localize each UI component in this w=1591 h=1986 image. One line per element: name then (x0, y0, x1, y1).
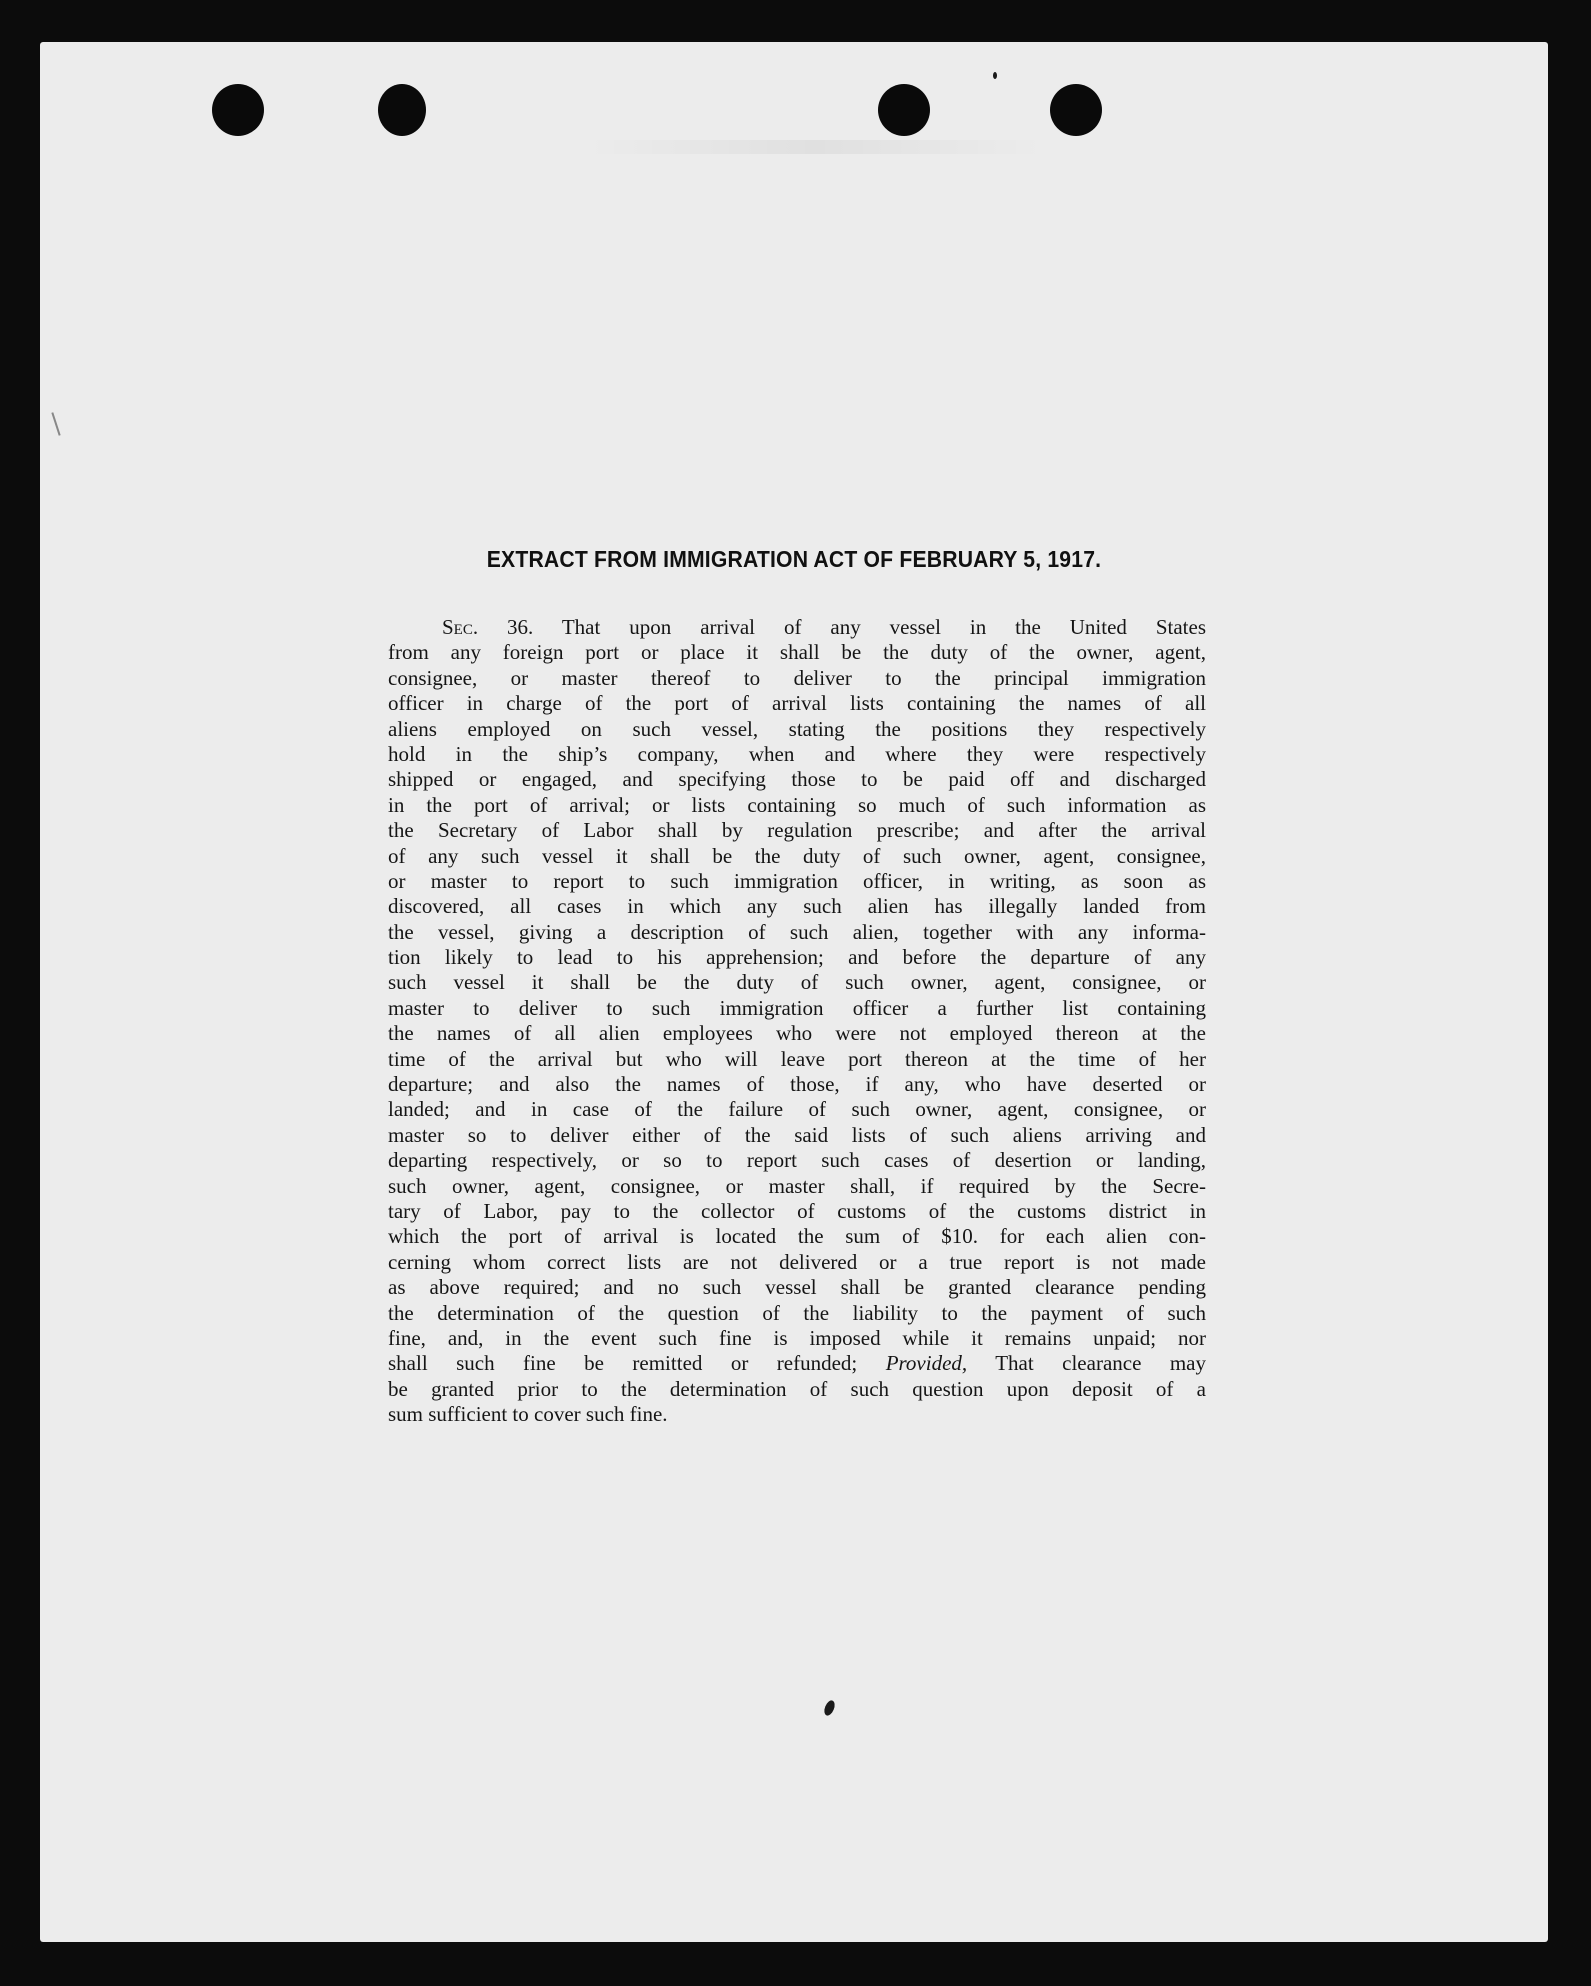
body-line: time of the arrival but who will leave port thereon at the time of her (388, 1046, 1206, 1071)
body-line: of any such vessel it shall be the duty of such owner, agent, consignee, (388, 843, 1206, 868)
body-line: as above required; and no such vessel shall be granted clearance pending (388, 1275, 1206, 1300)
body-line: hold in the ship’s company, when and where they were respectively (388, 741, 1206, 766)
body-line: fine, and, in the event such fine is imposed while it remains unpaid; nor (388, 1325, 1206, 1350)
bleed-through-mark (585, 140, 1045, 154)
body-line: master to deliver to such immigration officer a further list containing (388, 995, 1206, 1020)
body-line: shall such fine be remitted or refunded; Provided, That clearance may (388, 1351, 1207, 1376)
section-label: Sec. (442, 615, 479, 639)
body-line: tion likely to lead to his apprehension; and before the departure of any (388, 945, 1206, 970)
punch-hole (212, 84, 264, 136)
body-line: cerning whom correct lists are not delivered or a true report is not made (388, 1249, 1206, 1274)
punch-hole (378, 84, 426, 136)
edge-mark (51, 412, 60, 435)
body-line: the vessel, giving a description of such alien, together with any informa- (388, 919, 1206, 944)
body-line: sum sufficient to cover such fine. (388, 1402, 668, 1427)
body-line: the Secretary of Labor shall by regulation prescribe; and after the arrival (388, 818, 1206, 843)
body-line: departure; and also the names of those, if any, who have deserted or (388, 1072, 1206, 1097)
body-line: in the port of arrival; or lists containing so much of such information as (388, 792, 1206, 817)
body-line: aliens employed on such vessel, stating the positions they respectively (388, 716, 1206, 741)
body-line: discovered, all cases in which any such alien has illegally landed from (388, 894, 1206, 919)
body-line: the names of all alien employees who were not employed thereon at the (388, 1021, 1206, 1046)
body-line: the determination of the question of the liability to the payment of such (388, 1300, 1206, 1325)
section-36-text (388, 615, 1206, 1428)
punch-hole (878, 84, 930, 136)
provided-keyword: Provided, (885, 1351, 968, 1376)
body-line: master so to deliver either of the said lists of such aliens arriving and (388, 1122, 1206, 1147)
body-line: such vessel it shall be the duty of such owner, agent, consignee, or (388, 970, 1206, 995)
punch-hole (1050, 84, 1102, 136)
body-line: officer in charge of the port of arrival lists containing the names of all (388, 691, 1206, 716)
body-line: departing respectively, or so to report such cases of desertion or landing, (388, 1148, 1206, 1173)
body-line: landed; and in case of the failure of such owner, agent, consignee, or (388, 1097, 1206, 1122)
body-line: consignee, or master thereof to deliver to the principal immigration (388, 665, 1206, 690)
document-title: EXTRACT FROM IMMIGRATION ACT OF FEBRUARY 5, 1917. (486, 546, 1102, 572)
body-line: tary of Labor, pay to the collector of customs of the customs district in (388, 1198, 1206, 1223)
ink-speck (822, 1699, 836, 1717)
ink-speck (993, 72, 997, 79)
body-line: which the port of arrival is located the sum of $10. for each alien con- (388, 1224, 1206, 1249)
body-line: be granted prior to the determination of such question upon deposit of a (388, 1376, 1206, 1401)
body-line: from any foreign port or place it shall be the duty of the owner, agent, (388, 640, 1206, 665)
body-line: Sec. 36. That upon arrival of any vessel in the United States (442, 615, 1206, 639)
body-line: shipped or engaged, and specifying those to be paid off and discharged (388, 767, 1206, 792)
document-page (40, 42, 1548, 1942)
body-line: such owner, agent, consignee, or master shall, if required by the Secre- (388, 1173, 1206, 1198)
body-line: or master to report to such immigration officer, in writing, as soon as (388, 868, 1206, 893)
